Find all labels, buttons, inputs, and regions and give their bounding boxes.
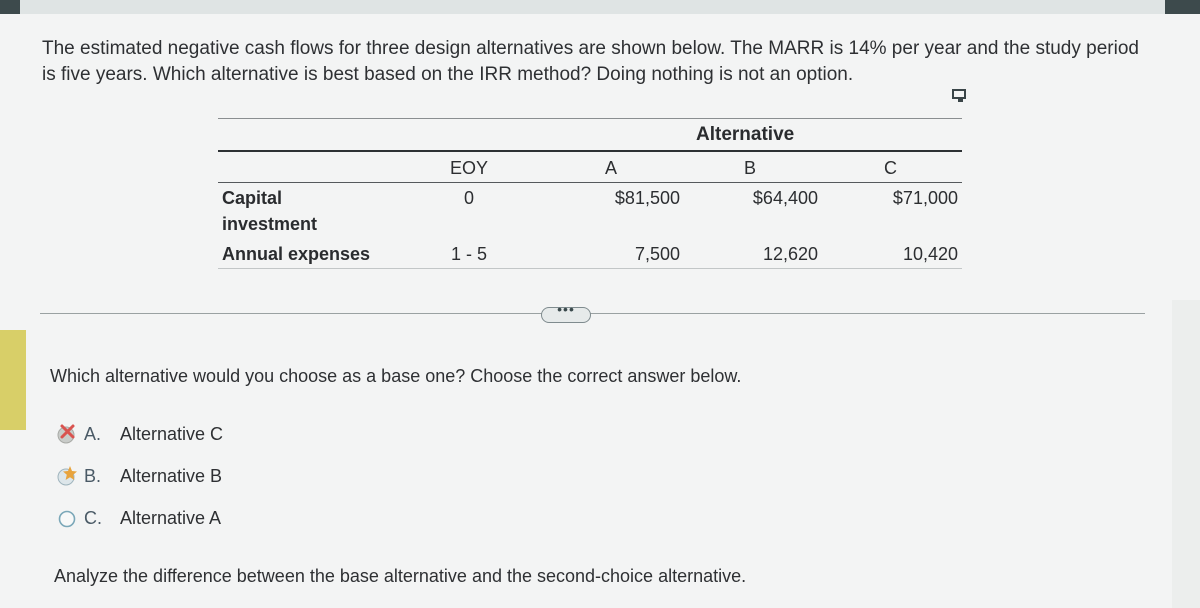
right-edge-strip xyxy=(1172,300,1200,608)
cell-a: 7,500 xyxy=(634,244,680,264)
col-header-c: C xyxy=(884,158,897,178)
subheader-rule xyxy=(218,182,962,183)
question-text: The estimated negative cash flows for three design alternatives are shown below. The MARR is 14% per year and the study period is five years. Which alternative is best based on the IRR method? Doing nothing is not an option. xyxy=(42,38,1139,85)
section-divider xyxy=(40,313,1145,314)
cell-b: $64,400 xyxy=(752,188,818,208)
table-top-rule xyxy=(218,118,962,119)
option-letter: A. xyxy=(84,424,102,444)
more-dots: ••• xyxy=(557,301,575,317)
cell-c: $71,000 xyxy=(892,188,958,208)
cell-b: 12,620 xyxy=(762,244,818,264)
sub-question-prompt: Which alternative would you choose as a base one? Choose the correct answer below. xyxy=(50,366,742,386)
col-header-eoy: EOY xyxy=(449,158,488,178)
header-rule xyxy=(218,150,962,152)
alternative-group-header: Alternative xyxy=(696,124,795,145)
row-label-capital: Capital xyxy=(222,188,283,208)
row-label-annual-expenses: Annual expenses xyxy=(222,244,371,264)
table-bottom-rule xyxy=(218,268,962,269)
col-header-b: B xyxy=(744,158,757,178)
option-text: Alternative C xyxy=(120,424,224,444)
cash-flow-table xyxy=(218,112,962,272)
option-letter: B. xyxy=(84,466,102,486)
radio-circle-icon xyxy=(56,507,78,529)
incorrect-x-icon xyxy=(56,423,78,445)
option-text: Alternative B xyxy=(120,466,223,486)
top-bar xyxy=(0,0,1200,14)
expand-more-button[interactable] xyxy=(541,301,591,323)
cell-c: 10,420 xyxy=(902,244,958,264)
cell-eoy: 1 - 5 xyxy=(450,244,488,264)
option-letter: C. xyxy=(84,508,102,528)
analyze-instruction: Analyze the difference between the base alternative and the second-choice alternative. xyxy=(54,566,747,586)
left-edge-strip xyxy=(0,330,26,430)
copy-icon[interactable] xyxy=(951,88,969,104)
row-label-investment: investment xyxy=(222,214,318,234)
cell-a: $81,500 xyxy=(614,188,680,208)
correct-star-icon xyxy=(56,465,78,487)
col-header-a: A xyxy=(605,158,618,178)
option-text: Alternative A xyxy=(120,508,222,528)
cell-eoy: 0 xyxy=(463,188,474,208)
